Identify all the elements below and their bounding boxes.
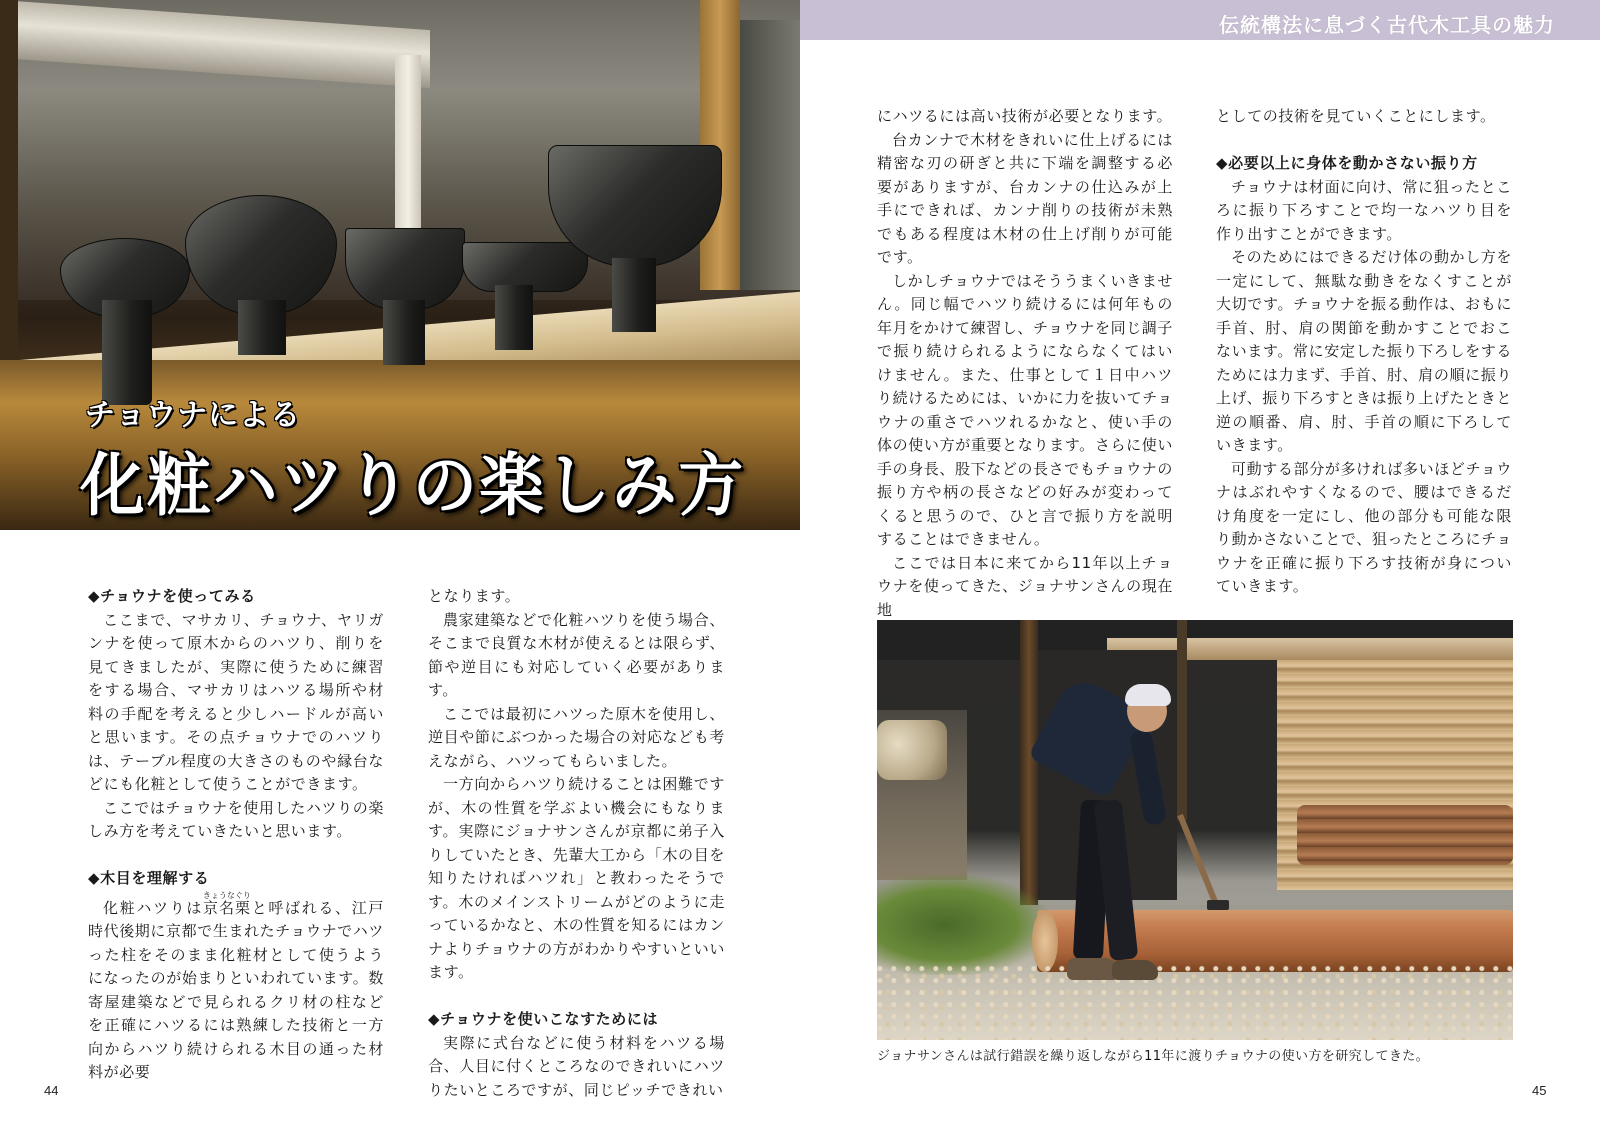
paragraph: ここでは日本に来てから11年以上チョウナを使ってきた、ジョナサンさんの現在地 bbox=[877, 553, 1173, 619]
paragraph-gap bbox=[1216, 129, 1512, 153]
paragraph bbox=[88, 891, 384, 1085]
hero-subtitle: チョウナによる bbox=[85, 398, 302, 433]
adze-stem-5 bbox=[612, 258, 656, 332]
adze-blade bbox=[1207, 900, 1229, 910]
shoe-right bbox=[1112, 960, 1158, 980]
text-column-2 bbox=[428, 585, 725, 1102]
paragraph-gap bbox=[428, 985, 725, 1009]
wood-chips bbox=[877, 965, 1513, 1040]
paragraph: ここまで、マサカリ、チョウナ、ヤリガンナを使って原木からのハツり、削りを見てきましたが、実際に使うために練習をする場合、マサカリはハツる場所や材料の手配を考えると少しハードルが高いと思います。その点チョウナでのハツりは、テーブル程度の大きさのものや縁台などにも化粧として使うことができます。 bbox=[88, 610, 384, 793]
text-run: と呼ばれる、江戸時代後期に京都で生まれたチョウナでハツった柱をそのまま化粧材として使うようになったのが始まりといわれています。数寄屋建築などで見られるクリ材の柱などを正確にハツるには熟練した技術と一方向からハツり続けられる木目の通った材料が必要 bbox=[88, 898, 384, 1081]
paragraph: 農家建築などで化粧ハツりを使う場合、そこまで良質な木材が使えるとは限らず、節や逆目にも対応していく必要があります。 bbox=[428, 610, 725, 699]
grass bbox=[877, 875, 1047, 975]
paragraph: 実際に式台などに使う材料をハツる場合、人目に付くところなのできれいにハツりたいところですが、同じピッチできれい bbox=[428, 1033, 725, 1099]
adze-stem-4 bbox=[495, 285, 533, 350]
hero-title: 化粧ハツりの楽しみ方 bbox=[80, 446, 746, 526]
paragraph: にハツるには高い技術が必要となります。 bbox=[877, 107, 1173, 125]
ruby-reading: きょうなぐり bbox=[202, 890, 251, 900]
adze-stem-2 bbox=[238, 300, 286, 355]
adze-stem-3 bbox=[383, 300, 425, 365]
ruby-term bbox=[202, 890, 251, 917]
page-number-left: 44 bbox=[44, 1083, 59, 1098]
text-column-1 bbox=[88, 585, 384, 1085]
section-heading: ◆木目を理解する bbox=[88, 869, 210, 887]
section-heading: ◆必要以上に身体を動かさない振り方 bbox=[1216, 154, 1478, 172]
paragraph: そのためにはできるだけ体の動かし方を一定にして、無駄な動きをなくすことが大切です。チョウナを振る動作は、おもに手首、肘、肩の関節を動かすことでおこないます。常に安定した振り下ろしをするためには力まず、手首、肘、肩の順に振り上げ、振り下ろすときは振り上げたときと逆の順番、肩、肘、手首の順に下ろしていきます。 bbox=[1216, 248, 1512, 454]
paragraph: としての技術を見ていくことにします。 bbox=[1216, 107, 1496, 125]
photo-carpenter-hewing bbox=[877, 620, 1513, 1040]
paragraph: しかしチョウナではそううまくいきません。同じ幅でハツり続けるには何年もの年月をかけて練習し、チョウナを同じ調子で振り続けられるようにならなくてはいけません。また、仕事として１日中ハツり続けるためには、いかに力を抜いてチョウナの重さでハツれるかなと、使い手の体の使い方が重要となります。さらに使い手の身長、股下などの長さでもチョウナの振り方や柄の長さなどの好みが変わってくると思うので、ひと言で振り方を説明することはできません。 bbox=[877, 271, 1173, 548]
running-title: 伝統構法に息づく古代木工具の魅力 bbox=[1219, 13, 1555, 37]
adze-head-3 bbox=[345, 228, 465, 310]
paragraph-gap bbox=[88, 844, 384, 868]
photo-caption: ジョナサンさんは試行錯誤を繰り返しながら11年に渡りチョウナの使い方を研究してきた。 bbox=[877, 1049, 1430, 1064]
paragraph: チョウナは材面に向け、常に狙ったところに振り下ろすことで均一なハツり目を作り出すことができます。 bbox=[1216, 177, 1512, 243]
running-header bbox=[800, 0, 1600, 40]
text-column-4 bbox=[1216, 105, 1512, 599]
page-number-right: 45 bbox=[1532, 1083, 1547, 1098]
shed-post-2 bbox=[1177, 620, 1187, 820]
section-heading: ◆チョウナを使いこなすためには bbox=[428, 1010, 659, 1028]
text-column-3 bbox=[877, 105, 1173, 622]
paragraph: となります。 bbox=[428, 587, 521, 605]
log-pile bbox=[1297, 805, 1513, 865]
section-heading: ◆チョウナを使ってみる bbox=[88, 587, 256, 605]
headband bbox=[1125, 684, 1171, 706]
adze-tool bbox=[1177, 814, 1220, 909]
ruby-base: 京名栗 bbox=[202, 898, 251, 917]
sacks bbox=[877, 720, 947, 780]
paragraph: 可動する部分が多ければ多いほどチョウナはぶれやすくなるので、腰はできるだけ角度を一定にし、他の部分も可能な限り動かさないことで、狙ったところにチョウナを正確に振り下ろす技術が身についていきます。 bbox=[1216, 459, 1512, 595]
hero-photo-adzes bbox=[0, 0, 800, 530]
window-frame-outer bbox=[740, 20, 800, 290]
text-run: 化粧ハツりは bbox=[103, 898, 204, 917]
shed-post bbox=[1020, 620, 1038, 905]
paragraph: ここでは最初にハツった原木を使用し、逆目や節にぶつかった場合の対応なども考えながら、ハツってもらいました。 bbox=[428, 704, 725, 770]
paragraph: ここではチョウナを使用したハツりの楽しみ方を考えていきたいと思います。 bbox=[88, 798, 384, 840]
paragraph: 一方向からハツり続けることは困難ですが、木の性質を学ぶよい機会にもなります。実際にジョナサンさんが京都に弟子入りしていたとき、先輩大工から「木の目を知りたければハツれ」と教わったそうです。木のメインストリームがどのように走っているかなと、木の性質を知るにはカンナよりチョウナの方がわかりやすいといいます。 bbox=[428, 775, 725, 981]
log-end bbox=[1032, 910, 1058, 972]
paragraph: 台カンナで木材をきれいに仕上げるには精密な刃の研ぎと共に下端を調整する必要がありますが、台カンナの仕込みが上手にできれば、カンナ削りの技術が未熟でもある程度は木材の仕上げ削りが可能です。 bbox=[877, 130, 1173, 266]
